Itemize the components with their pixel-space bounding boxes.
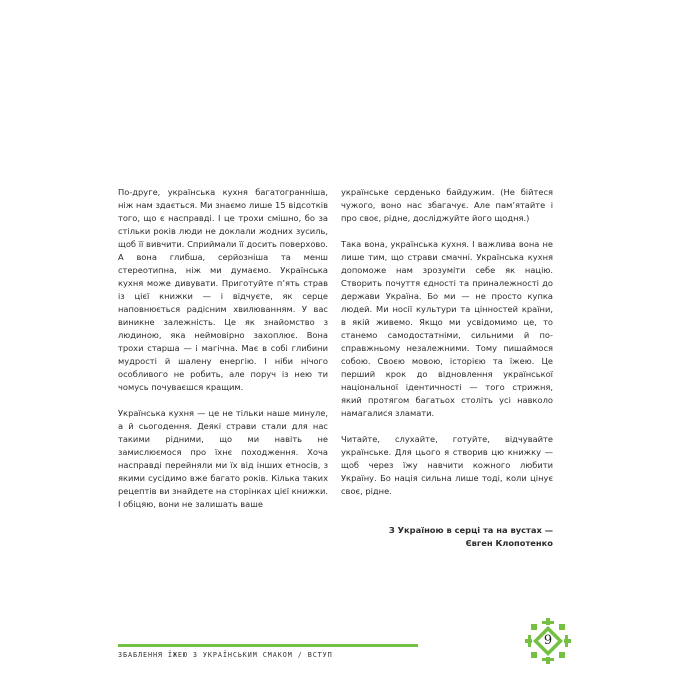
- paragraph: українське серденько байдужим. (Не бійтеся чужого, воно нас збагачує. Але пам’ятайте і про своє, рідне, досліджуйте його щодня.): [341, 187, 553, 223]
- footer-accent-line: [118, 644, 418, 647]
- paragraph: Читайте, слухайте, готуйте, відчувайте українське. Для цього я створив цю книжку — щоб через їжу навчити кожного любити Україну. Бо нація сильна лише тоді, коли цінує своє, рідне.: [341, 434, 553, 496]
- text-column-right: [341, 186, 553, 550]
- text-column-left: [118, 186, 328, 524]
- paragraph: По-друге, українська кухня багатогранніша, ніж нам здається. Ми знаємо лише 15 відсотків того, що є насправді. І це трохи смішно, бо за стільки років люди не доклали жодних зусиль, щоб її вивчити. Сприймали її досить поверхово. А вона глибша, серйозніша та менш стереотипна, ніж ми думаємо. Українська кухня може дивувати. Приготуйте п’ять страв із цієї книжки — і відчуєте, як серце наповнюється радісним хвилюванням. У вас виникне залежність. Це як знайомство з людиною, яка неймовірно захоплює. Вона трохи старша — і магічна. Має в собі глибини мудрості й шалену енергію. І ніби нічого особливого не робить, але поруч із нею ти чомусь почуваєшся кращим.: [118, 187, 328, 392]
- author-signature: [341, 524, 553, 550]
- signature-line: З Україною в серці та на вустах —: [388, 525, 553, 535]
- page-number: 9: [543, 633, 553, 648]
- running-title: ЗБАБЛЕННЯ ЇЖЕЮ З УКРАЇНСЬКИМ СМАКОМ / ВСТУП: [118, 651, 333, 659]
- paragraph: Така вона, українська кухня. І важлива вона не лише тим, що страви смачні. Українська кухня допоможе нам зрозуміти себе як націю. Створить почуття єдності та приналежності до держави Україна. Бо ми — не просто купка людей. Ми носії культури та цінностей країни, в якій живемо. Якщо ми усвідомимо це, то станемо самодостатніми, сильними й по-справжньому незалежними. Тому пишаймося собою. Своєю мовою, історією та їжею. Це перший крок до відновлення української національної ідентичності — того стрижня, який протягом багатьох століть усі навколо намагалися зламати.: [341, 239, 553, 418]
- paragraph: Українська кухня — це не тільки наше минуле, а й сьогодення. Деякі страви стали для нас такими рідними, що ми навіть не замислюємося про їхнє походження. Хоча насправді перейняли ми їх від інших етносів, з якими сусідимо вже багато років. Кілька таких рецептів ви знайдете на сторінках цієї книжки. І обіцяю, вони не залишать ваше: [118, 408, 328, 509]
- author-name: Євген Клопотенко: [465, 538, 553, 548]
